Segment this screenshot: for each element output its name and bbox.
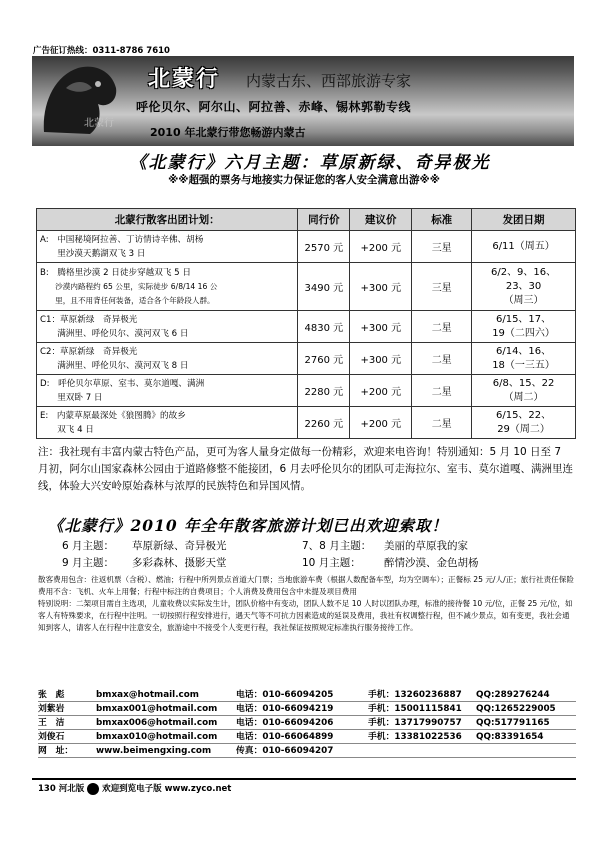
route-desc: B: 腾格里沙漠 2 日徒步穿越双飞 5 日 沙漠内路程约 65 公里，实际徒步 6/8/14 16 公 里，且不用背任何装备，适合各个年龄段人群。 [37, 263, 298, 311]
header-trade-price: 同行价 [298, 209, 350, 231]
header-suggest-price: 建议价 [350, 209, 412, 231]
contact-mobile: 手机：13260236887 [368, 690, 462, 700]
contact-list [38, 688, 576, 758]
contact-qq: QQ:289276244 [476, 690, 550, 700]
theme-row [62, 538, 479, 555]
dates: 6/2、9、16、 23、30 （周三） [472, 263, 576, 311]
contact-mobile: 手机：15001115841 [368, 704, 462, 714]
dates: 6/15、17、 19（二四六） [472, 311, 576, 343]
website-link[interactable]: www.beimengxing.com [96, 746, 212, 756]
cost-terms [38, 574, 576, 634]
table-row [37, 311, 576, 343]
table-row [37, 375, 576, 407]
banner-subtitle: 内蒙古东、西部旅游专家 [246, 72, 412, 90]
dates: 6/8、15、22 （周二） [472, 375, 576, 407]
contact-row [38, 688, 576, 702]
route-desc: E: 内蒙草原最深处《狼图腾》的故乡 双飞 4 日 [37, 407, 298, 439]
contact-phone: 电话：010-66064899 [236, 732, 334, 742]
logo-text: 北蒙行 [84, 118, 114, 129]
contact-name: 王 洁 [38, 718, 65, 728]
theme-label: 10 月主题： [302, 557, 361, 569]
contact-row [38, 744, 576, 758]
table-row [37, 407, 576, 439]
trade-price: 2260 元 [298, 407, 350, 439]
contact-phone: 电话：010-66094219 [236, 704, 334, 714]
tour-plan-table [36, 208, 576, 439]
standard: 二星 [412, 375, 472, 407]
contact-phone: 电话：010-66094205 [236, 690, 334, 700]
brand-name: 北蒙行 [148, 66, 221, 92]
magazine-icon [87, 783, 99, 795]
table-row [37, 343, 576, 375]
trade-price: 2280 元 [298, 375, 350, 407]
contact-qq: QQ:517791165 [476, 718, 550, 728]
contact-name: 刘紫岩 [38, 704, 65, 714]
trade-price: 2760 元 [298, 343, 350, 375]
table-row [37, 231, 576, 263]
suggest-price: +300 元 [350, 311, 412, 343]
route-desc: C2：草原新绿 奇异极光 满洲里、呼伦贝尔、漠河双飞 8 日 [37, 343, 298, 375]
banner [32, 56, 574, 146]
dates: 6/11（周五） [472, 231, 576, 263]
header-standard: 标准 [412, 209, 472, 231]
header-plan: 北蒙行散客出团计划： [37, 209, 298, 231]
standard: 三星 [412, 263, 472, 311]
website-label: 网 址： [38, 746, 74, 756]
year-plan-title: 《北蒙行》2010 年全年散客旅游计划已出欢迎索取！ [48, 516, 449, 535]
contact-row [38, 716, 576, 730]
contact-row [38, 702, 576, 716]
main-title: 《北蒙行》六月主题：草原新绿、奇异极光 [129, 153, 491, 173]
guarantee-line: ※※超强的票务与地接实力保证您的客人安全满意出游※※ [168, 174, 440, 186]
special-notice: 注：我社现有丰富内蒙古特色产品，更可为客人量身定做每一份精彩，欢迎来电咨询！特别通知：5 月 10 日至 7 月初，阿尔山国家森林公园由于道路修整不能接团，6 月去呼伦贝尔的团队可走海拉尔、室韦、莫尔道嘎、满洲里连线，体验大兴安岭原始森林与浓厚的民族特色和异国风情。 [38, 446, 574, 492]
theme-label: 9 月主题： [62, 557, 115, 569]
table-header-row [37, 209, 576, 231]
suggest-price: +300 元 [350, 343, 412, 375]
table-row [37, 263, 576, 311]
trade-price: 2570 元 [298, 231, 350, 263]
edition: 河北版 [58, 784, 85, 794]
page-number: 130 [38, 784, 56, 794]
contact-name: 刘俊石 [38, 732, 65, 742]
standard: 二星 [412, 407, 472, 439]
ad-hotline: 广告征订热线：0311-8786 7610 [33, 46, 170, 56]
cost-excluded: 费用不含：飞机、火车上用餐；行程中标注的自费项目；个人消费及费用包含中未提及项目费用 [38, 587, 357, 596]
contact-email[interactable]: bmxax@hotmail.com [96, 690, 199, 700]
standard: 二星 [412, 343, 472, 375]
standard: 三星 [412, 231, 472, 263]
trade-price: 4830 元 [298, 311, 350, 343]
page-footer [38, 782, 231, 795]
theme-value: 草原新绿、奇异极光 [132, 540, 227, 552]
fax: 传真：010-66094207 [236, 746, 334, 756]
suggest-price: +200 元 [350, 231, 412, 263]
contact-mobile: 手机：13381022536 [368, 732, 462, 742]
theme-row [62, 555, 479, 572]
contact-name: 张 彪 [38, 690, 65, 700]
theme-value: 美丽的草原我的家 [384, 540, 468, 552]
special-notes: 特别说明：二架项目需自主选项，儿童收费以实际发生计，团队价格中有变动，团队人数不足 10 人时以团队办理，标准的接待餐 10 元/位，正餐 25 元/位，如客人有特殊要求，在行程中注明。一切按照行程安排进行，遇天气等不可抗力因素造成的延误及费用，我社有权调整行程，但不减少景点，如有变更，我社会通知到客人，请客人在行程中注意安全，旅游途中不接受个人变更行程，我社保证按照规定标准执行服务接待工作。 [38, 599, 573, 632]
banner-slogan: 2010 年北蒙行带您畅游内蒙古 [150, 126, 306, 139]
contact-email[interactable]: bmxax006@hotmail.com [96, 718, 218, 728]
theme-label: 6 月主题： [62, 540, 115, 552]
suggest-price: +300 元 [350, 263, 412, 311]
route-desc: C1：草原新绿 奇异极光 满洲里、呼伦贝尔、漠河双飞 6 日 [37, 311, 298, 343]
standard: 二星 [412, 311, 472, 343]
dates: 6/14、16、 18（一三五） [472, 343, 576, 375]
contact-mobile: 手机：13717990757 [368, 718, 462, 728]
theme-value: 多彩森林、摄影天堂 [132, 557, 227, 569]
route-desc: D: 呼伦贝尔草原、室韦、莫尔道嘎、满洲 里双卧 7 日 [37, 375, 298, 407]
contact-phone: 电话：010-66094206 [236, 718, 334, 728]
trade-price: 3490 元 [298, 263, 350, 311]
suggest-price: +200 元 [350, 375, 412, 407]
footer-divider [32, 778, 576, 780]
dates: 6/15、22、 29（周二） [472, 407, 576, 439]
contact-email[interactable]: bmxax010@hotmail.com [96, 732, 218, 742]
route-desc: A: 中国秘境阿拉善、丁访情诗辛佛、胡杨 里沙漠天鹅湖双飞 3 日 [37, 231, 298, 263]
monthly-themes [62, 538, 479, 572]
header-departure: 发团日期 [472, 209, 576, 231]
theme-value: 醉情沙漠、金色胡杨 [384, 557, 479, 569]
contact-qq: QQ:1265229005 [476, 704, 556, 714]
theme-label: 7、8 月主题： [302, 540, 372, 552]
banner-routes: 呼伦贝尔、阿尔山、阿拉善、赤峰、锡林郭勒专线 [136, 100, 412, 114]
suggest-price: +200 元 [350, 407, 412, 439]
contact-email[interactable]: bmxax001@hotmail.com [96, 704, 218, 714]
magazine-link[interactable]: 欢迎到览电子版 www.zyco.net [102, 784, 232, 794]
cost-included: 散客费用包含：往返机票（含税）、燃油；行程中所列景点首道大门票；当地旅游车费（根据人数配备车型，均为空调车）；正餐标 25 元/人/正；旅行社责任保险 [38, 575, 574, 584]
contact-qq: QQ:83391654 [476, 732, 544, 742]
contact-row [38, 730, 576, 744]
